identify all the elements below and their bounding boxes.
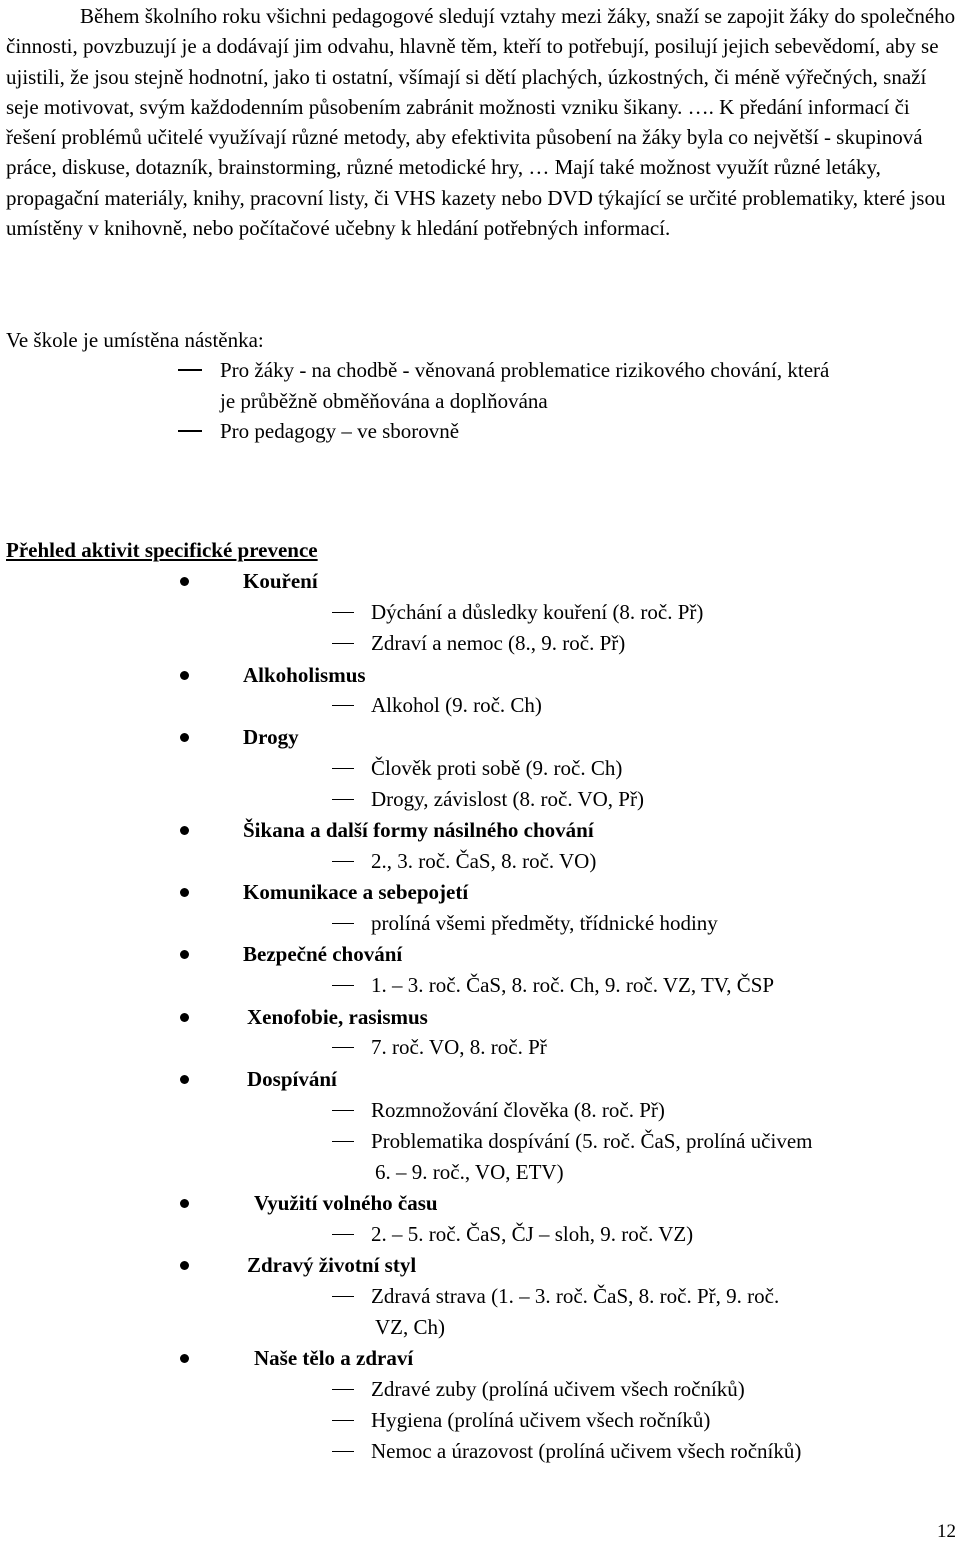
dash-marker [332,799,354,800]
dash-marker [332,705,354,706]
list-item-cont: VZ, Ch) [375,1315,445,1339]
dash-marker [332,1110,354,1111]
category-telo: Naše tělo a zdraví [254,1346,414,1370]
bullet-icon [180,1261,189,1270]
list-item: Dýchání a důsledky kouření (8. roč. Př) [371,600,704,624]
bullet-icon [180,826,189,835]
bullet-icon [180,1075,189,1084]
list-item: Zdravá strava (1. – 3. roč. ČaS, 8. roč. Př, 9. roč. [371,1284,780,1308]
category-zdravy-styl: Zdravý životní styl [247,1253,417,1277]
dash-marker [332,985,354,986]
bullet-icon [180,1354,189,1363]
list-item: Člověk proti sobě (9. roč. Ch) [371,756,623,780]
dash-marker [332,643,354,644]
category-volny-cas: Využití volného času [254,1191,438,1215]
bullet-icon [180,733,189,742]
category-alkoholismus: Alkoholismus [243,663,366,687]
intro-paragraph-text: Během školního roku všichni pedagogové sledují vztahy mezi žáky, snaží se zapojit žáky do společného činnosti, povzbuzují je a dodávají jim odvahu, hlavně těm, kteří to potřebují, posilují jejich sebevědomí, aby se ujistili, že jsou stejně hodnotní, jako ti ostatní, všímají si dětí plachých, úzkostných, či méně výřečných, snaží seje motivovat, svým každodenním působením zabránit možnosti vzniku šikany. …. K předání informací či řešení problémů učitelé využívají různé metody, aby efektivita působení na žáky byla co největší - skupinová práce, diskuse, dotazník, brainstorming, různé metodické hry, … Mají také možnost využít různé letáky, propagační materiály, knihy, pracovní listy, či VHS kazety nebo DVD týkající se určité problematiky, které jsou umístěny v knihovně, nebo počítačové učebny k hledání potřebných informací. [6,4,956,241]
page-number: 12 [937,1521,956,1542]
category-dospivani: Dospívání [247,1067,337,1091]
category-komunikace: Komunikace a sebepojetí [243,880,469,904]
list-item-cont: 6. – 9. roč., VO, ETV) [375,1160,564,1184]
category-bezpecne: Bezpečné chování [243,942,403,966]
board-intro: Ve škole je umístěna nástěnka: [6,328,264,352]
category-xenofobie: Xenofobie, rasismus [247,1005,428,1029]
board-item-teachers: Pro pedagogy – ve sborovně [220,419,460,443]
list-item: prolíná všemi předměty, třídnické hodiny [371,911,718,935]
bullet-icon [180,577,189,586]
list-item: 1. – 3. roč. ČaS, 8. roč. Ch, 9. roč. VZ, TV, ČSP [371,973,775,997]
dash-marker [332,923,354,924]
list-item: Hygiena (prolíná učivem všech ročníků) [371,1408,711,1432]
board-item-students: Pro žáky - na chodbě - věnovaná problematice rizikového chování, která [220,358,830,382]
bullet-icon [180,1013,189,1022]
list-item: Rozmnožování člověka (8. roč. Př) [371,1098,665,1122]
list-item: Zdravé zuby (prolíná učivem všech ročníků) [371,1377,745,1401]
dash-marker [332,861,354,862]
category-drogy: Drogy [243,725,299,749]
list-item: Zdraví a nemoc (8., 9. roč. Př) [371,631,626,655]
dash-marker [332,1296,354,1297]
dash-marker [332,612,354,613]
intro-paragraph [6,1,956,243]
list-item: 2., 3. roč. ČaS, 8. roč. VO) [371,849,597,873]
list-item: Nemoc a úrazovost (prolíná učivem všech ročníků) [371,1439,802,1463]
dash-marker [332,1420,354,1421]
board-item-students-cont: je průběžně obměňována a doplňována [220,389,548,413]
dash-marker [178,430,202,432]
list-item: 2. – 5. roč. ČaS, ČJ – sloh, 9. roč. VZ) [371,1222,694,1246]
dash-marker [332,1141,354,1142]
dash-marker [332,768,354,769]
dash-marker [332,1047,354,1048]
bullet-icon [180,1199,189,1208]
list-item: Drogy, závislost (8. roč. VO, Př) [371,787,644,811]
category-sikana: Šikana a další formy násilného chování [243,818,594,842]
list-item: Problematika dospívání (5. roč. ČaS, prolíná učivem [371,1129,813,1153]
list-item: Alkohol (9. roč. Ch) [371,693,542,717]
bullet-icon [180,950,189,959]
bullet-icon [180,888,189,897]
overview-heading: Přehled aktivit specifické prevence [6,538,318,562]
dash-marker [332,1389,354,1390]
dash-marker [332,1234,354,1235]
list-item: 7. roč. VO, 8. roč. Př [371,1035,547,1059]
category-koureni: Kouření [243,569,318,593]
bullet-icon [180,671,189,680]
dash-marker [332,1451,354,1452]
dash-marker [178,369,202,371]
